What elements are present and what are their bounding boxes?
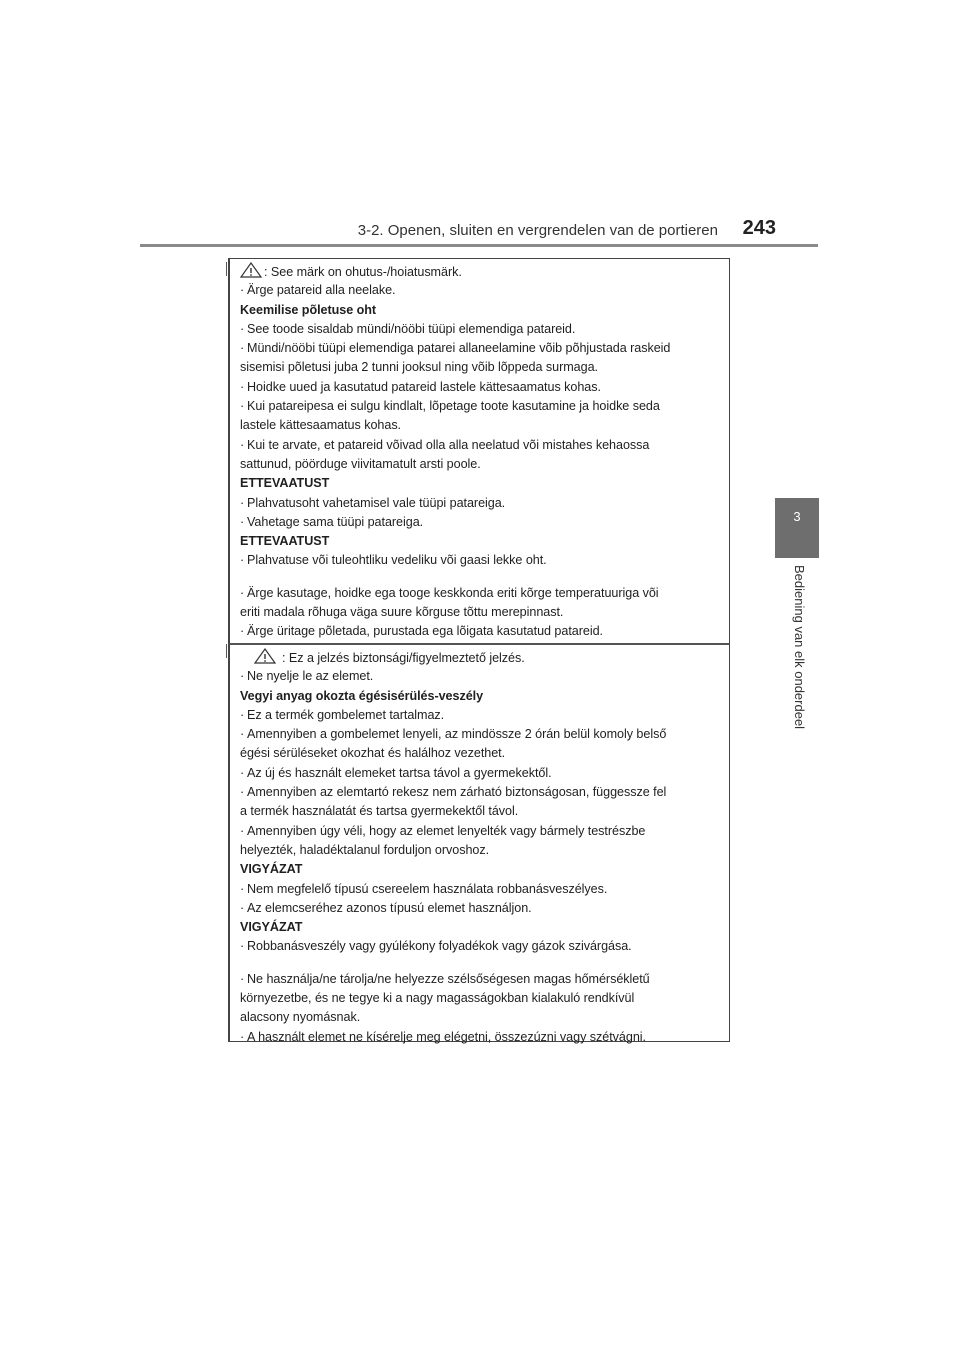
line-text: eriti madala rõhuga väga suure kõrguse tõttu merepinnast. bbox=[240, 605, 564, 620]
section-title: 3-2. Openen, sluiten en vergrendelen van de portieren bbox=[357, 222, 718, 239]
bullet-mark: · bbox=[240, 553, 245, 568]
warning-label-scan bbox=[228, 258, 730, 1042]
line-text: VIGYÁZAT bbox=[240, 920, 303, 935]
warning-text-line bbox=[240, 744, 723, 763]
bullet-mark: · bbox=[240, 823, 245, 838]
warning-text-line bbox=[240, 397, 723, 416]
warning-text-line bbox=[240, 455, 723, 474]
warning-text-line bbox=[240, 281, 723, 300]
warning-text-line bbox=[240, 603, 723, 622]
line-text: a termék használatát és tartsa gyermekektől távol. bbox=[240, 804, 519, 819]
warning-text-line bbox=[240, 494, 723, 513]
line-text: Vahetage sama tüüpi patareiga. bbox=[247, 514, 424, 529]
bullet-mark: · bbox=[240, 971, 245, 986]
warning-text-line bbox=[240, 1008, 723, 1027]
warning-text-line bbox=[240, 339, 723, 358]
bullet-mark: · bbox=[240, 399, 245, 414]
bullet-mark: · bbox=[240, 437, 245, 452]
warning-text-line bbox=[240, 822, 723, 841]
line-text: Robbanásveszély vagy gyúlékony folyadékok vagy gázok szivárgása. bbox=[247, 939, 632, 954]
warning-text-line bbox=[240, 725, 723, 744]
warning-triangle-icon bbox=[254, 648, 276, 664]
bullet-mark: · bbox=[240, 900, 245, 915]
line-text: Kui patareipesa ei sulgu kindlalt, lõpetage toote kasutamine ja hoidke seda bbox=[247, 399, 660, 414]
warning-text-line bbox=[240, 320, 723, 339]
spacer bbox=[240, 571, 723, 584]
bullet-mark: · bbox=[240, 341, 245, 356]
line-text: Plahvatuse või tuleohtliku vedeliku või gaasi lekke oht. bbox=[247, 553, 547, 568]
line-text: lastele kättesaamatus kohas. bbox=[240, 418, 402, 433]
hungarian-icon-text: : Ez a jelzés biztonsági/figyelmeztető jelzés. bbox=[282, 651, 525, 665]
line-text: Amennyiben az elemtartó rekesz nem zárható biztonságosan, függessze fel bbox=[247, 785, 667, 800]
warning-text-line bbox=[240, 1028, 723, 1047]
warning-text-line bbox=[240, 416, 723, 435]
line-text: Kui te arvate, et patareid võivad olla alla neelatud või mistahes kehaossa bbox=[247, 437, 650, 452]
warning-text-line bbox=[240, 970, 723, 989]
line-text: sisemisi põletusi juba 2 tunni jooksul ning võib lõppeda surmaga. bbox=[240, 360, 598, 375]
line-text: See toode sisaldab mündi/nööbi tüüpi elemendiga patareid. bbox=[247, 321, 576, 336]
bullet-mark: · bbox=[240, 624, 245, 639]
bullet-mark: · bbox=[240, 321, 245, 336]
header-rule bbox=[140, 244, 818, 247]
line-text: környezetbe, és ne tegye ki a nagy magasságokban kialakuló rendkívül bbox=[240, 991, 635, 1006]
page-header bbox=[140, 208, 818, 248]
line-text: Az új és használt elemeket tartsa távol a gyermekektől. bbox=[247, 765, 552, 780]
line-text: Ärge üritage põletada, purustada ega lõigata kasutatud patareid. bbox=[247, 624, 603, 639]
hungarian-icon-line bbox=[240, 645, 723, 667]
line-text: Nem megfelelő típusú csereelem használata robbanásveszélyes. bbox=[247, 881, 608, 896]
line-text: égési sérüléseket okozhat és halálhoz vezethet. bbox=[240, 746, 506, 761]
warning-heading bbox=[240, 918, 723, 937]
line-text: Mündi/nööbi tüüpi elemendiga patarei allaneelamine võib põhjustada raskeid bbox=[247, 341, 671, 356]
bullet-mark: · bbox=[240, 785, 245, 800]
warning-text-line bbox=[240, 764, 723, 783]
warning-heading bbox=[240, 301, 723, 320]
bullet-mark: · bbox=[240, 881, 245, 896]
estonian-warning-panel bbox=[230, 259, 729, 643]
warning-heading bbox=[240, 860, 723, 879]
line-text: A használt elemet ne kísérelje meg elégetni, összezúzni vagy szétvágni. bbox=[247, 1029, 646, 1044]
bullet-mark: · bbox=[240, 379, 245, 394]
bullet-mark: · bbox=[240, 765, 245, 780]
warning-text-line bbox=[240, 358, 723, 377]
warning-text-line bbox=[240, 513, 723, 532]
warning-text-line bbox=[240, 880, 723, 899]
estonian-lines bbox=[240, 281, 723, 641]
bullet-mark: · bbox=[240, 939, 245, 954]
line-text: Ne használja/ne tárolja/ne helyezze szélsőségesen magas hőmérsékletű bbox=[247, 971, 650, 986]
line-text: sattunud, pöörduge viivitamatult arsti poole. bbox=[240, 456, 481, 471]
page-number: 243 bbox=[742, 217, 776, 239]
warning-text-line bbox=[240, 783, 723, 802]
bullet-mark: · bbox=[240, 495, 245, 510]
line-text: VIGYÁZAT bbox=[240, 862, 303, 877]
line-text: Hoidke uued ja kasutatud patareid lastele kättesaamatus kohas. bbox=[247, 379, 601, 394]
hungarian-lines bbox=[240, 667, 723, 1047]
line-text: Ärge patareid alla neelake. bbox=[247, 283, 396, 298]
line-text: Amennyiben a gombelemet lenyeli, az mindössze 2 órán belül komoly belső bbox=[247, 727, 667, 742]
bullet-mark: · bbox=[240, 283, 245, 298]
warning-text-line bbox=[240, 937, 723, 956]
warning-text-line bbox=[240, 436, 723, 455]
line-text: ETTEVAATUST bbox=[240, 534, 330, 549]
spacer bbox=[240, 957, 723, 970]
warning-text-line bbox=[240, 667, 723, 686]
hungarian-warning-panel bbox=[230, 643, 729, 1044]
line-text: Ne nyelje le az elemet. bbox=[247, 669, 374, 684]
line-text: Az elemcseréhez azonos típusú elemet használjon. bbox=[247, 900, 532, 915]
warning-triangle-icon bbox=[240, 262, 262, 278]
bullet-mark: · bbox=[240, 669, 245, 684]
chapter-label: Bediening van elk onderdeel bbox=[792, 565, 807, 730]
warning-text-line bbox=[240, 899, 723, 918]
estonian-icon-line bbox=[240, 259, 723, 281]
warning-text-line bbox=[240, 622, 723, 641]
scan-edge-mark bbox=[226, 262, 227, 276]
line-text: Ärge kasutage, hoidke ega tooge keskkonda eriti kõrge temperatuuriga või bbox=[247, 585, 659, 600]
chapter-tab bbox=[775, 498, 819, 558]
bullet-mark: · bbox=[240, 514, 245, 529]
warning-heading bbox=[240, 532, 723, 551]
bullet-mark: · bbox=[240, 727, 245, 742]
warning-text-line bbox=[240, 584, 723, 603]
warning-text-line bbox=[240, 989, 723, 1008]
line-text: helyezték, haladéktalanul forduljon orvoshoz. bbox=[240, 842, 490, 857]
warning-text-line bbox=[240, 802, 723, 821]
line-text: Plahvatusoht vahetamisel vale tüüpi patareiga. bbox=[247, 495, 506, 510]
line-text: alacsony nyomásnak. bbox=[240, 1010, 361, 1025]
warning-text-line bbox=[240, 841, 723, 860]
bullet-mark: · bbox=[240, 1029, 245, 1044]
line-text: Ez a termék gombelemet tartalmaz. bbox=[247, 707, 445, 722]
warning-heading bbox=[240, 474, 723, 493]
line-text: ETTEVAATUST bbox=[240, 476, 330, 491]
warning-text-line bbox=[240, 378, 723, 397]
bullet-mark: · bbox=[240, 585, 245, 600]
warning-heading bbox=[240, 687, 723, 706]
warning-text-line bbox=[240, 706, 723, 725]
warning-text-line bbox=[240, 551, 723, 570]
scan-edge-mark bbox=[226, 644, 227, 658]
line-text: Amennyiben úgy véli, hogy az elemet lenyelték vagy bármely testrészbe bbox=[247, 823, 646, 838]
line-text: Vegyi anyag okozta égésisérülés-veszély bbox=[240, 688, 484, 703]
estonian-icon-text: : See märk on ohutus-/hoiatusmärk. bbox=[264, 265, 462, 279]
line-text: Keemilise põletuse oht bbox=[240, 302, 377, 317]
bullet-mark: · bbox=[240, 707, 245, 722]
chapter-number: 3 bbox=[793, 509, 801, 524]
